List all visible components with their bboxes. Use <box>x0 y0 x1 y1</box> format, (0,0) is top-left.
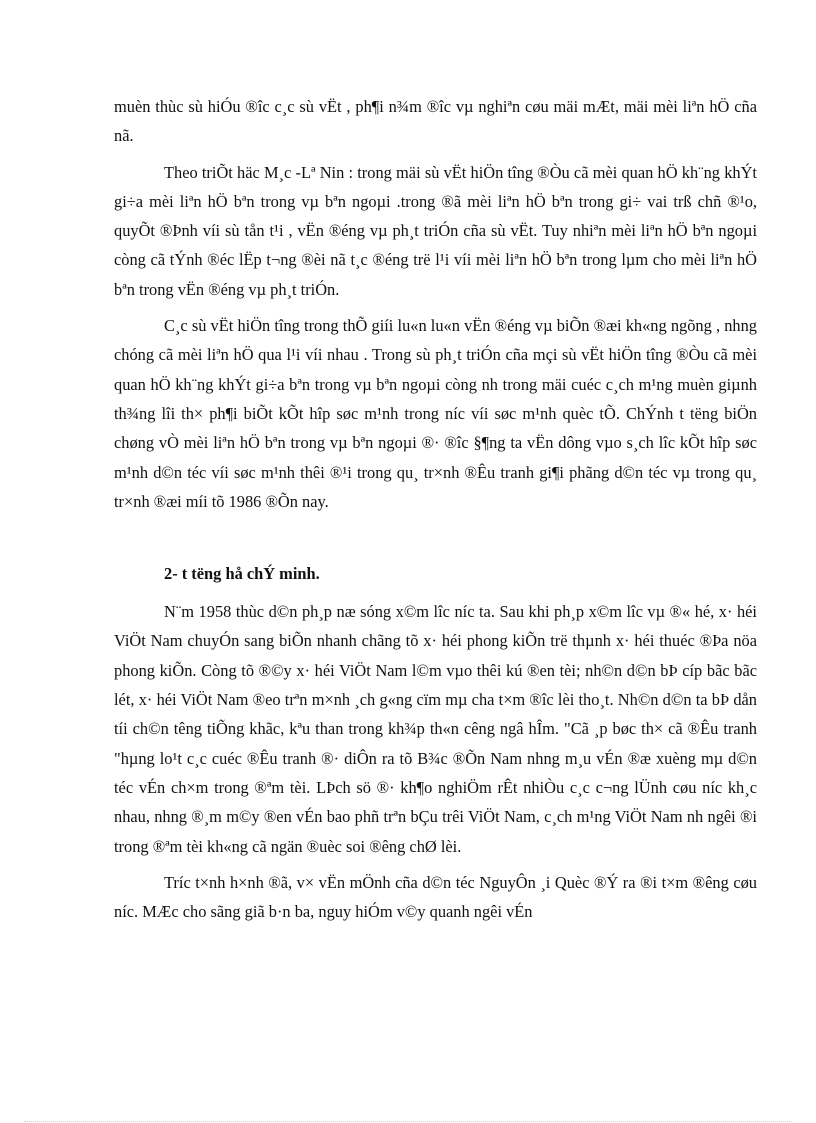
section-heading: 2- t tëng hå chÝ minh. <box>164 564 320 584</box>
paragraph-2: Theo triÕt häc M¸c -Lª Nin : trong mäi sù vËt hiÖn tîng ®Òu cã mèi quan hÖ kh¨ng khÝt gi÷a mèi liªn hÖ bªn trong vµ bªn ngoµi .trong ®ã mèi liªn hÖ bªn trong gi÷ vai trß chñ ®¹o, quyÕt ®Þnh víi sù tån t¹i , vËn ®éng vµ ph¸t triÓn cña sù vËt. Tuy nhiªn mèi liªn hÖ bªn ngoµi còng cã tÝnh ®éc lËp t¬ng ®èi nã t¸c ®éng trë l¹i víi mèi liªn hÖ bªn trong lµm cho mèi liªn hÖ bªn trong vËn ®éng vµ ph¸t triÓn. <box>114 162 757 299</box>
page-bottom-divider <box>24 1121 792 1122</box>
paragraph-1: muèn thùc sù hiÓu ®îc c¸c sù vËt , ph¶i n¾m ®îc vµ nghiªn cøu mäi mÆt, mäi mèi liªn hÖ cña nã. <box>114 97 757 146</box>
paragraph-5: Tríc t×nh h×nh ®ã, v× vËn mÖnh cña d©n téc NguyÔn ¸i Quèc ®Ý ra ®i t×m ®êng cøu níc. MÆc cho sãng giã b·n ba, nguy hiÓm v©y quanh ngêi vÉn <box>114 872 757 922</box>
paragraph-3: C¸c sù vËt hiÖn tîng trong thÕ giíi lu«n lu«n vËn ®éng vµ biÕn ®æi kh«ng ngõng , nhng chóng cã mèi liªn hÖ qua l¹i víi nhau . Trong sù ph¸t triÓn cña mçi sù vËt hiÖn tîng ®Òu cã mèi quan hÖ kh¨ng khÝt gi÷a bªn trong vµ bªn ngoµi còng nh trong mäi cuéc c¸ch m¹ng muèn giµnh th¾ng lîi th× ph¶i biÕt kÕt hîp søc m¹nh trong níc víi søc m¹nh quèc tÕ. ChÝnh t tëng biÖn chøng vÒ mèi liªn hÖ bªn trong vµ bªn ngoµi ®· ®îc §¶ng ta vËn dông vµo s¸ch lîc kÕt hîp søc m¹nh d©n téc víi søc m¹nh thêi ®¹i trong qu¸ tr×nh ®Êu tranh gi¶i phãng d©n téc vµ trong qu¸ tr×nh ®æi míi tõ 1986 ®Õn nay. <box>114 316 757 511</box>
paragraph-4: N¨m 1958 thùc d©n ph¸p næ sóng x©m lîc níc ta. Sau khi ph¸p x©m lîc vµ ®« hé, x· héi ViÖt Nam chuyÓn sang biÕn nhanh chãng tõ x· héi phong kiÕn trë thµnh x· héi thuéc ®Þa nöa phong kiÕn. Còng tõ ®©y x· héi ViÖt Nam l©m vµo thêi kú ®en tèi; nh©n d©n bÞ cíp bãc bãc lét, x· héi ViÖt Nam ®eo trªn m×nh ¸ch g«ng cïm mµ cha t×m ®îc lèi tho¸t. Nh©n d©n ta bÞ dån tíi ch©n têng tiÕng khãc, kªu than trong kh¾p th«n cêng ngâ hÎm. "Cã ¸p bøc th× cã ®Êu tranh "hµng lo¹t c¸c cuéc ®Êu tranh ®· diÔn ra tõ B¾c ®Õn Nam nhng m¸u vÉn ®æ xuèng mµ d©n téc vÉn ch×m trong ®ªm tèi. LÞch sö ®· kh¶o nghiÖm rÊt nhiÒu c¸c c¬ng lÜnh cøu níc kh¸c nhau, nhng ®¸m m©y ®en vÉn bao phñ trªn bÇu trêi ViÖt Nam, c¸ch m¹ng ViÖt Nam nh ngêi ®i trong ®ªm tèi kh«ng cã ngän ®uèc soi ®êng chØ lèi. <box>114 602 757 856</box>
document-body <box>114 92 757 926</box>
